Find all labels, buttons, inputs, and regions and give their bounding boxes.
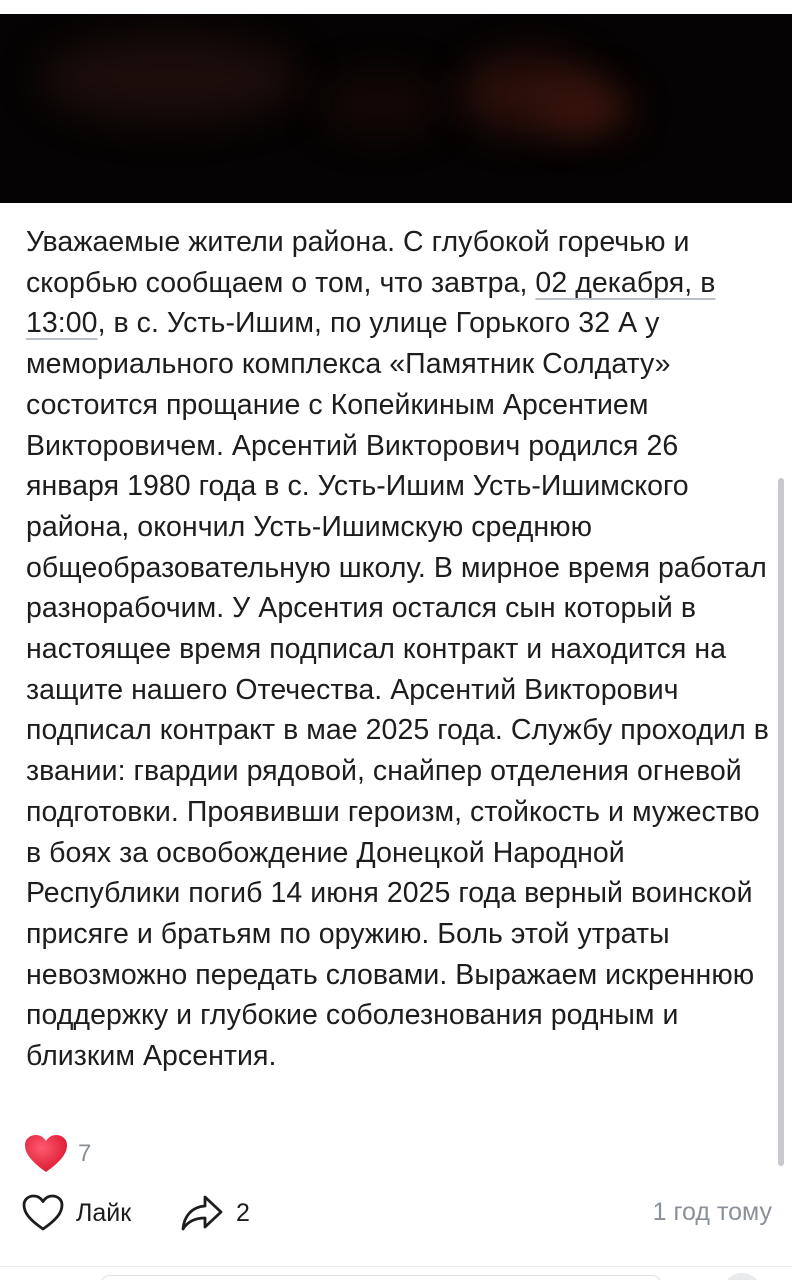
- heart-icon: [24, 1134, 68, 1174]
- post-actions-bar: [22, 1192, 772, 1234]
- text-scrollbar[interactable]: [778, 478, 784, 1166]
- comment-input[interactable]: [100, 1275, 662, 1280]
- post-body-text: [26, 222, 776, 1077]
- like-button[interactable]: [22, 1192, 131, 1234]
- top-strip: [0, 0, 792, 14]
- date-link[interactable]: 02 декабря, в 13:00: [26, 266, 716, 340]
- comment-bar: [0, 1266, 792, 1280]
- media-glow: [40, 34, 300, 124]
- like-label: Лайк: [76, 1198, 132, 1227]
- share-icon: [180, 1193, 224, 1233]
- post-text-part2: , в с. Усть-Ишим, по улице Горького 32 А у мемориального комплекса «Памятник Солдату» состоится прощание с Копейкиным Арсентием Викторовичем. Арсентий Викторович родился 26 января 1980 года в с. Усть-Ишим Усть-Ишимского района, окончил Усть-Ишимскую среднюю общеобразовательную школу. В мирное время работал разнорабочим. У Арсентия остался сын который в настоящее время подписал контракт и находится на защите нашего Отечества. Арсентий Викторович подписал контракт в мае 2025 года. Службу проходил в звании: гвардии рядовой, снайпер отделения огневой подготовки. Проявивши героизм, стойкость и мужество в боях за освобождение Донецкой Народной Республики погиб 14 июня 2025 года верный воинской присяге и братьям по оружию. Боль этой утраты невозможно передать словами. Выражаем искреннюю поддержку и глубокие соболезнования родным и близким Арсентия.: [26, 307, 769, 1073]
- reactions-summary[interactable]: [24, 1134, 91, 1174]
- share-button[interactable]: [180, 1192, 250, 1234]
- post-text-part1: Уважаемые жители района. С глубокой горечью и скорбью сообщаем о том, что завтра,: [26, 226, 690, 299]
- post-timestamp: 1 год тому: [652, 1198, 772, 1226]
- media-glow: [320, 74, 440, 134]
- share-count: 2: [236, 1198, 250, 1227]
- post-media-image[interactable]: [0, 14, 792, 203]
- avatar[interactable]: [722, 1273, 762, 1280]
- reaction-count: 7: [78, 1140, 92, 1167]
- heart-outline-icon: [22, 1194, 64, 1232]
- media-glow: [540, 84, 630, 134]
